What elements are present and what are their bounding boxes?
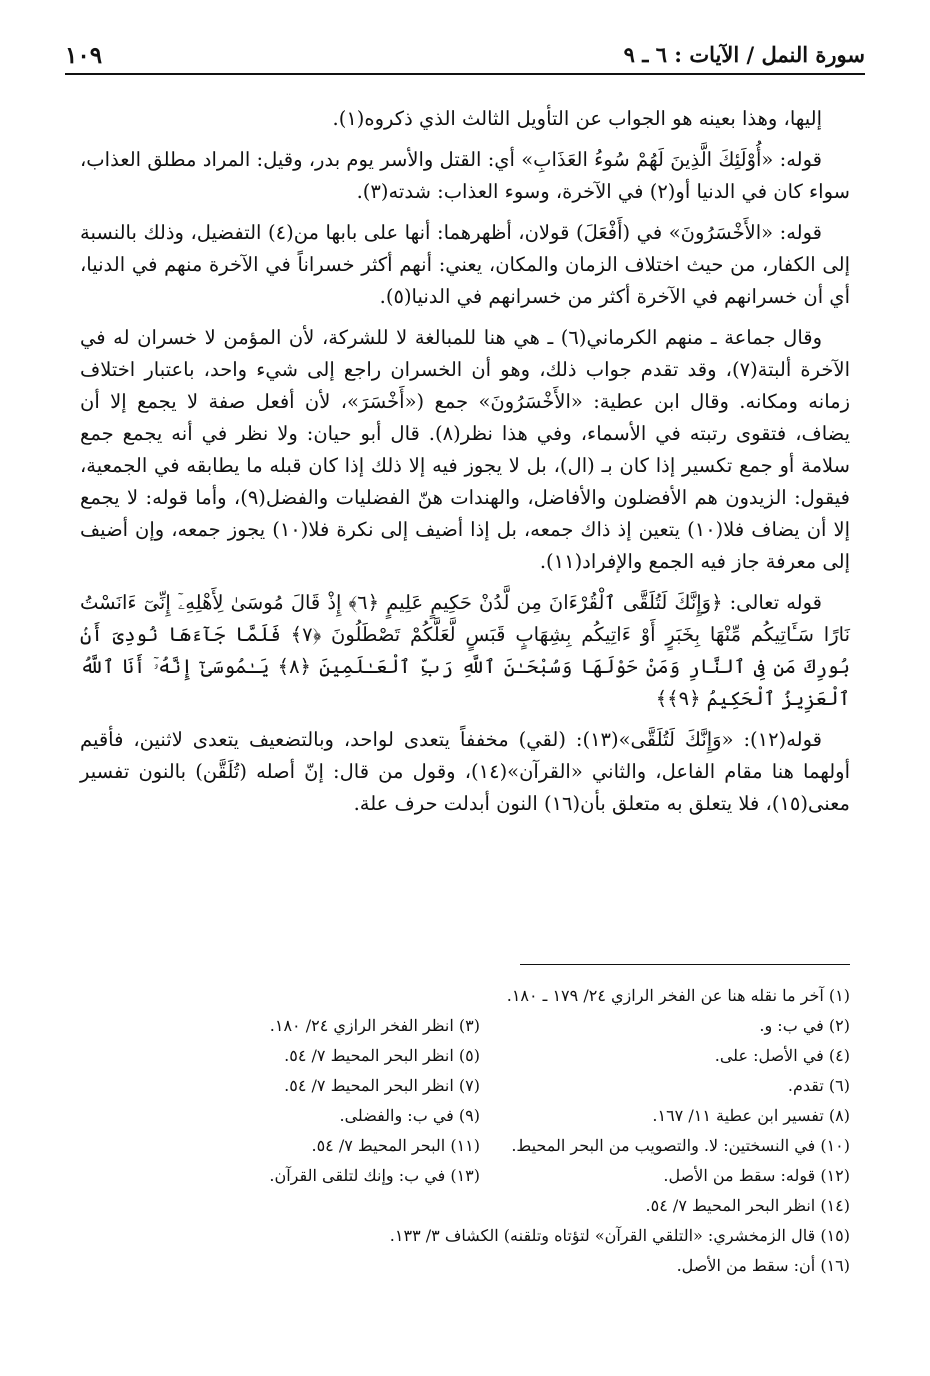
footnote-row	[110, 1251, 850, 1281]
footnote-10: (١٠) في النسختين: لا. والتصويب من البحر المحيط.	[511, 1136, 850, 1155]
footnote-row	[110, 1131, 850, 1161]
footnote-3: (٣) انظر الفخر الرازي ٢٤/ ١٨٠.	[269, 1016, 480, 1035]
footnote-16: (١٦) أن: سقط من الأصل.	[676, 1256, 850, 1275]
footnote-row	[110, 1041, 850, 1071]
page-number: ١٠٩	[65, 42, 103, 69]
paragraph: وقال جماعة ـ منهم الكرماني(٦) ـ هي هنا للمبالغة لا للشركة، لأن المؤمن لا خسران له في الآخرة ألبتة(٧)، وقد تقدم جواب ذلك، وهو أن الخسران راجع إلى شيء واحد، باعتبار اختلاف زمانه ومكانه. وقال ابن عطية: «الأَخْسَرُونَ» جمع («أَخْسَرَ»، لأن أفعل صفة لا يجمع إلا أن يضاف، فتقوى رتبته في الأسماء، وفي هذا نظر(٨). قال أبو حيان: ولا نظر في أنه يجمع جمع سلامة أو جمع تكسير إذا كان بـ (ال)، بل لا يجوز فيه إلا ذلك إذا كان قبله ما يطابقه في الجمعية، فيقول: الزيدون هم الأفضلون والأفاضل، والهندات هنّ الفضليات والفضل(٩)، وأما قوله: لا يجمع إلا أن يضاف فلا(١٠) يتعين إذ ذاك جمعه، بل إذا أضيف إلى نكرة فلا(١٠) يجوز جمعه، وإن أضيف إلى معرفة جاز فيه الجمع والإفراد(١١).	[80, 326, 851, 573]
footnote-1: (١) آخر ما نقله هنا عن الفخر الرازي ٢٤/ ١٧٩ ـ ١٨٠.	[506, 986, 850, 1005]
footnote-row	[110, 1191, 850, 1221]
footnote-rule	[520, 964, 850, 965]
quran-verse-paragraph: قوله تعالى: ﴿وَإِنَّكَ لَتُلَقَّى ٱلْقُرْءَانَ مِن لَّدُنْ حَكِيمٍ عَلِيمٍ ﴿٦﴾ إِذْ قَالَ مُوسَىٰ لِأَهْلِهِۦٓ إِنِّىٓ ءَانَسْتُ نَارًا سَـَٔاتِيكُم مِّنْهَا بِخَبَرٍ أَوْ ءَاتِيكُم بِشِهَابٍ قَبَسٍ لَّعَلَّكُمْ تَصْطَلُونَ ﴿٧﴾ فَلَمَّا جَآءَهَا نُودِىَ أَنۢ بُورِكَ مَن فِى ٱلنَّارِ وَمَنْ حَوْلَهَا وَسُبْحَـٰنَ ٱللَّهِ رَبِّ ٱلْعَـٰلَمِينَ ﴿٨﴾ يَـٰمُوسَىٰٓ إِنَّهُۥٓ أَنَا ٱللَّهُ ٱلْعَزِيزُ ٱلْحَكِيمُ ﴿٩﴾﴾	[80, 591, 851, 710]
page-header	[65, 42, 865, 70]
paragraph: إليها، وهذا بعينه هو الجواب عن التأويل الثالث الذي ذكروه(١).	[332, 107, 822, 130]
footnote-row	[110, 1011, 850, 1041]
paragraph: قوله: «الأَخْسَرُونَ» في (أَفْعَلَ) قولان، أظهرهما: أنها على بابها من(٤) التفضيل، وذلك بالنسبة إلى الكفار، من حيث اختلاف الزمان والمكان، يعني: أنهم أكثر خسراناً في الآخرة منهم في الدنيا، أي أن خسرانهم في الآخرة أكثر من خسرانهم في الدنيا(٥).	[80, 221, 850, 308]
footnote-row	[110, 981, 850, 1011]
footnote-6: (٦) تقدم.	[787, 1076, 850, 1095]
running-title: سورة النمل / الآيات : ٦ ـ ٩	[623, 42, 865, 67]
footnote-14: (١٤) انظر البحر المحيط ٧/ ٥٤.	[645, 1196, 850, 1215]
footnote-15: (١٥) قال الزمخشري: «التلقي القرآن» لتؤتاه وتلقنه) الكشاف ٣/ ١٣٣.	[389, 1226, 850, 1245]
footnote-12: (١٢) قوله: سقط من الأصل.	[663, 1166, 850, 1185]
footnotes	[110, 981, 850, 1281]
header-rule	[65, 73, 865, 75]
footnote-4: (٤) في الأصل: على.	[714, 1046, 850, 1065]
footnote-9: (٩) في ب: والفضلى.	[339, 1106, 480, 1125]
footnote-row	[110, 1071, 850, 1101]
paragraph: قوله: «أُوْلَئِكَ الَّذِينَ لَهُمْ سُوءُ العَذَابِ» أي: القتل والأسر يوم بدر، وقيل: المراد مطلق العذاب، سواء كان في الدنيا أو(٢) في الآخرة، وسوء العذاب: شدته(٣).	[80, 148, 850, 203]
footnote-8: (٨) تفسير ابن عطية ١١/ ١٦٧.	[652, 1106, 850, 1125]
footnote-2: (٢) في ب: و.	[759, 1016, 850, 1035]
main-text	[80, 103, 850, 829]
footnote-row	[110, 1161, 850, 1191]
footnote-7: (٧) انظر البحر المحيط ٧/ ٥٤.	[284, 1076, 480, 1095]
footnote-5: (٥) انظر البحر المحيط ٧/ ٥٤.	[284, 1046, 480, 1065]
footnote-11: (١١) البحر المحيط ٧/ ٥٤.	[311, 1136, 480, 1155]
footnote-row	[110, 1101, 850, 1131]
paragraph: قوله(١٢): «وَإِنَّكَ لَتُلَقَّى»(١٣): (لقي) مخففاً يتعدى لواحد، وبالتضعيف يتعدى لاثنين، فأقيم أولهما هنا مقام الفاعل، والثاني «القرآن»(١٤)، وقول من قال: إنّ أصله (تُلَقَّن) بالنون تفسير معنى(١٥)، فلا يتعلق به متعلق بأن(١٦) النون أبدلت حرف علة.	[80, 728, 850, 815]
footnote-13: (١٣) في ب: وإنك لتلقى القرآن.	[269, 1166, 480, 1185]
footnote-row	[110, 1221, 850, 1251]
